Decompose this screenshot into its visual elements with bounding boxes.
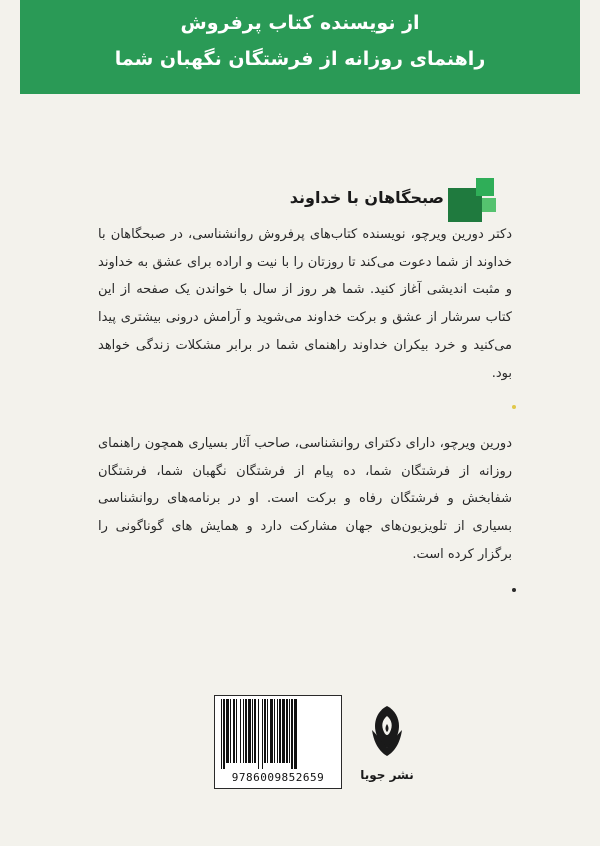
isbn-barcode [214, 695, 342, 789]
square-mid [476, 178, 494, 196]
publisher-logo-icon [368, 700, 406, 762]
green-squares-decoration [448, 178, 496, 226]
publisher-name: نشر جویا [360, 768, 414, 782]
barcode-bars [219, 699, 337, 769]
bullet-dot [512, 588, 516, 592]
isbn-number: 9786009852659 [231, 771, 325, 784]
description-paragraph: دکتر دورین ویرچو، نویسنده کتاب‌های پرفروش روانشناسی، در صبحگاهان با خداوند از شما دعوت می‌کند تا روزتان را با نیت و اراده برای عشق به خداوند و مثبت اندیشی آغاز کنید. شما هر روز از سال با خواندن یک صفحه از این کتاب سرشار از عشق و برکت خداوند می‌شوید و آرامش درونی بیشتری پیدا می‌کنید و خرد بیکران خداوند راهنمای شما در برابر مشکلات زندگی خواهد بود. [98, 227, 512, 381]
title-banner [20, 0, 580, 94]
banner-line-author: از نویسنده کتاب پرفروش [180, 12, 420, 34]
bullet-dot [512, 405, 516, 409]
author-paragraph: دورین ویرچو، دارای دکترای روانشناسی، صاحب آثار بسیاری همچون راهنمای روزانه از فرشتگان شما، ده پیام از فرشتگان نگهبان شما، فرشتگان شفابخش و فرشتگان رفاه و برکت است. او در برنامه‌های روانشناسی بسیاری از تلویزیون‌های جهان مشارکت دارد و همایش های گوناگونی را برگزار کرده است. [98, 436, 512, 562]
section-title: صبحگاهان با خداوند [289, 188, 444, 207]
banner-line-book: راهنمای روزانه از فرشتگان نگهبان شما [114, 48, 486, 70]
publisher-block [360, 700, 414, 790]
square-light [482, 198, 496, 212]
